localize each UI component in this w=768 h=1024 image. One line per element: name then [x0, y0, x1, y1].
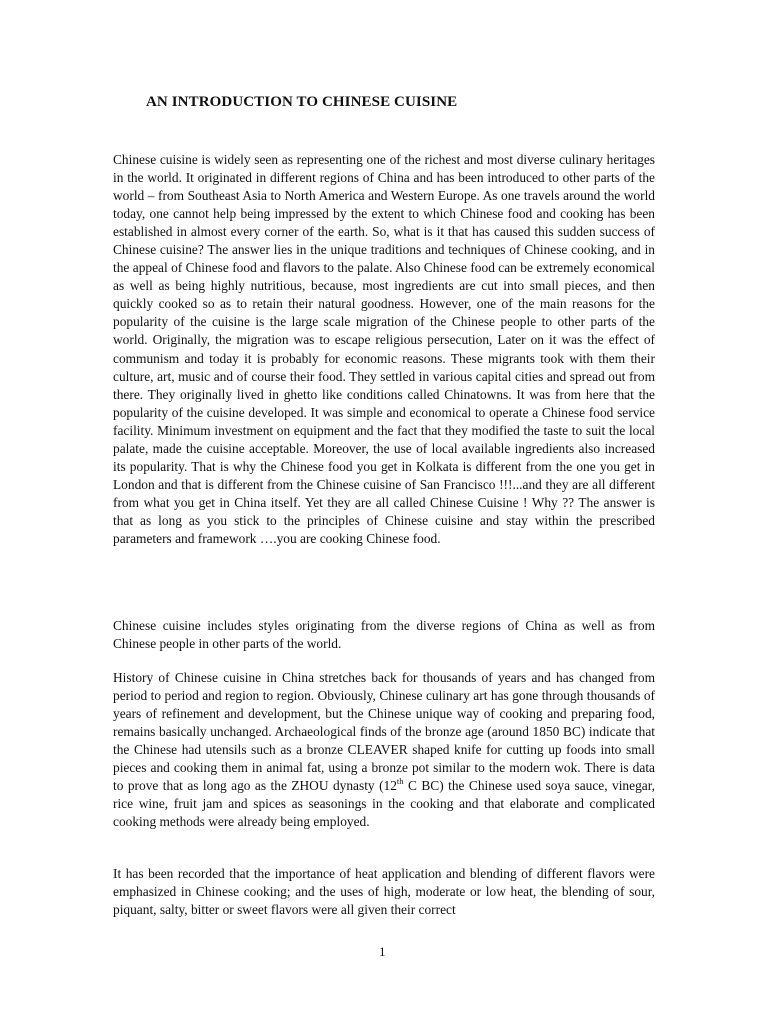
- paragraph-intro: [113, 151, 655, 548]
- paragraph-text: [113, 669, 655, 831]
- paragraph-text: Chinese cuisine includes styles originating from the diverse regions of China as well as from Chinese people in other parts of the world.: [113, 618, 655, 652]
- paragraph-text: It has been recorded that the importance of heat application and blending of different flavors were emphasized in Chinese cooking; and the uses of high, moderate or low heat, the blending of sour, piquant, salty, bitter or sweet flavors were all given their correct: [113, 866, 655, 918]
- paragraph-text-part: History of Chinese cuisine in China stretches back for thousands of years and has changed from period to period and region to region. Obviously, Chinese culinary art has gone through thousands of years of refinement and development, but the Chinese unique way of cooking and preparing food, remains basically unchanged. Archaeological finds of the bronze age (around 1850 BC) indicate that the Chinese had utensils such as a bronze CLEAVER shaped knife for cutting up foods into small pieces and cooking them in animal fat, using a bronze pot similar to the modern wok. There is data to prove that as long ago as the ZHOU dynasty (12: [113, 670, 655, 794]
- paragraph-text-part: C BC) the Chinese used soya sauce, vinegar, rice wine, fruit jam and spices as seasonings in the cooking and that elaborate and complicated cooking methods were already being employed.: [113, 778, 655, 830]
- page-number: 1: [379, 944, 386, 959]
- superscript-ordinal: th: [396, 775, 404, 786]
- paragraph-history: [113, 669, 655, 831]
- paragraph-text: Chinese cuisine is widely seen as representing one of the richest and most diverse culinary heritages in the world. It originated in different regions of China and has been introduced to other parts of the world – from Southeast Asia to North America and Western Europe. As one travels around the world today, one cannot help being impressed by the extent to which Chinese food and cooking has been established in almost every corner of the earth. So, what is it that has caused this sudden success of Chinese cuisine? The answer lies in the unique traditions and techniques of Chinese cooking, and in the appeal of Chinese food and flavors to the palate. Also Chinese food can be extremely economical as well as being highly nutritious, because, most ingredients are cut into small pieces, and then quickly cooked so as to retain their natural goodness. However, one of the main reasons for the popularity of the cuisine is the large scale migration of the Chinese people to other parts of the world. Originally, the migration was to escape religious persecution, Later on it was the effect of communism and today it is probably for economic reasons. These migrants took with them their culture, art, music and of course their food. They settled in various capital cities and spread out from there. They originally lived in ghetto like conditions called Chinatowns. It was from here that the popularity of the cuisine developed. It was simple and economical to operate a Chinese food service facility. Minimum investment on equipment and the fact that they modified the taste to suit the local palate, made the cuisine acceptable. Moreover, the use of local available ingredients also increased its popularity. That is why the Chinese food you get in Kolkata is different from the one you get in London and that is different from the Chinese cuisine of San Francisco !!!...and they are all different from what you get in China itself. Yet they are all called Chinese Cuisine ! Why ?? The answer is that as long as you stick to the principles of Chinese cuisine and stay within the prescribed parameters and framework ….you are cooking Chinese food.: [113, 152, 655, 546]
- paragraph-heat-application: [113, 865, 655, 919]
- paragraph-styles: [113, 617, 655, 653]
- document-title: AN INTRODUCTION TO CHINESE CUISINE: [146, 94, 458, 110]
